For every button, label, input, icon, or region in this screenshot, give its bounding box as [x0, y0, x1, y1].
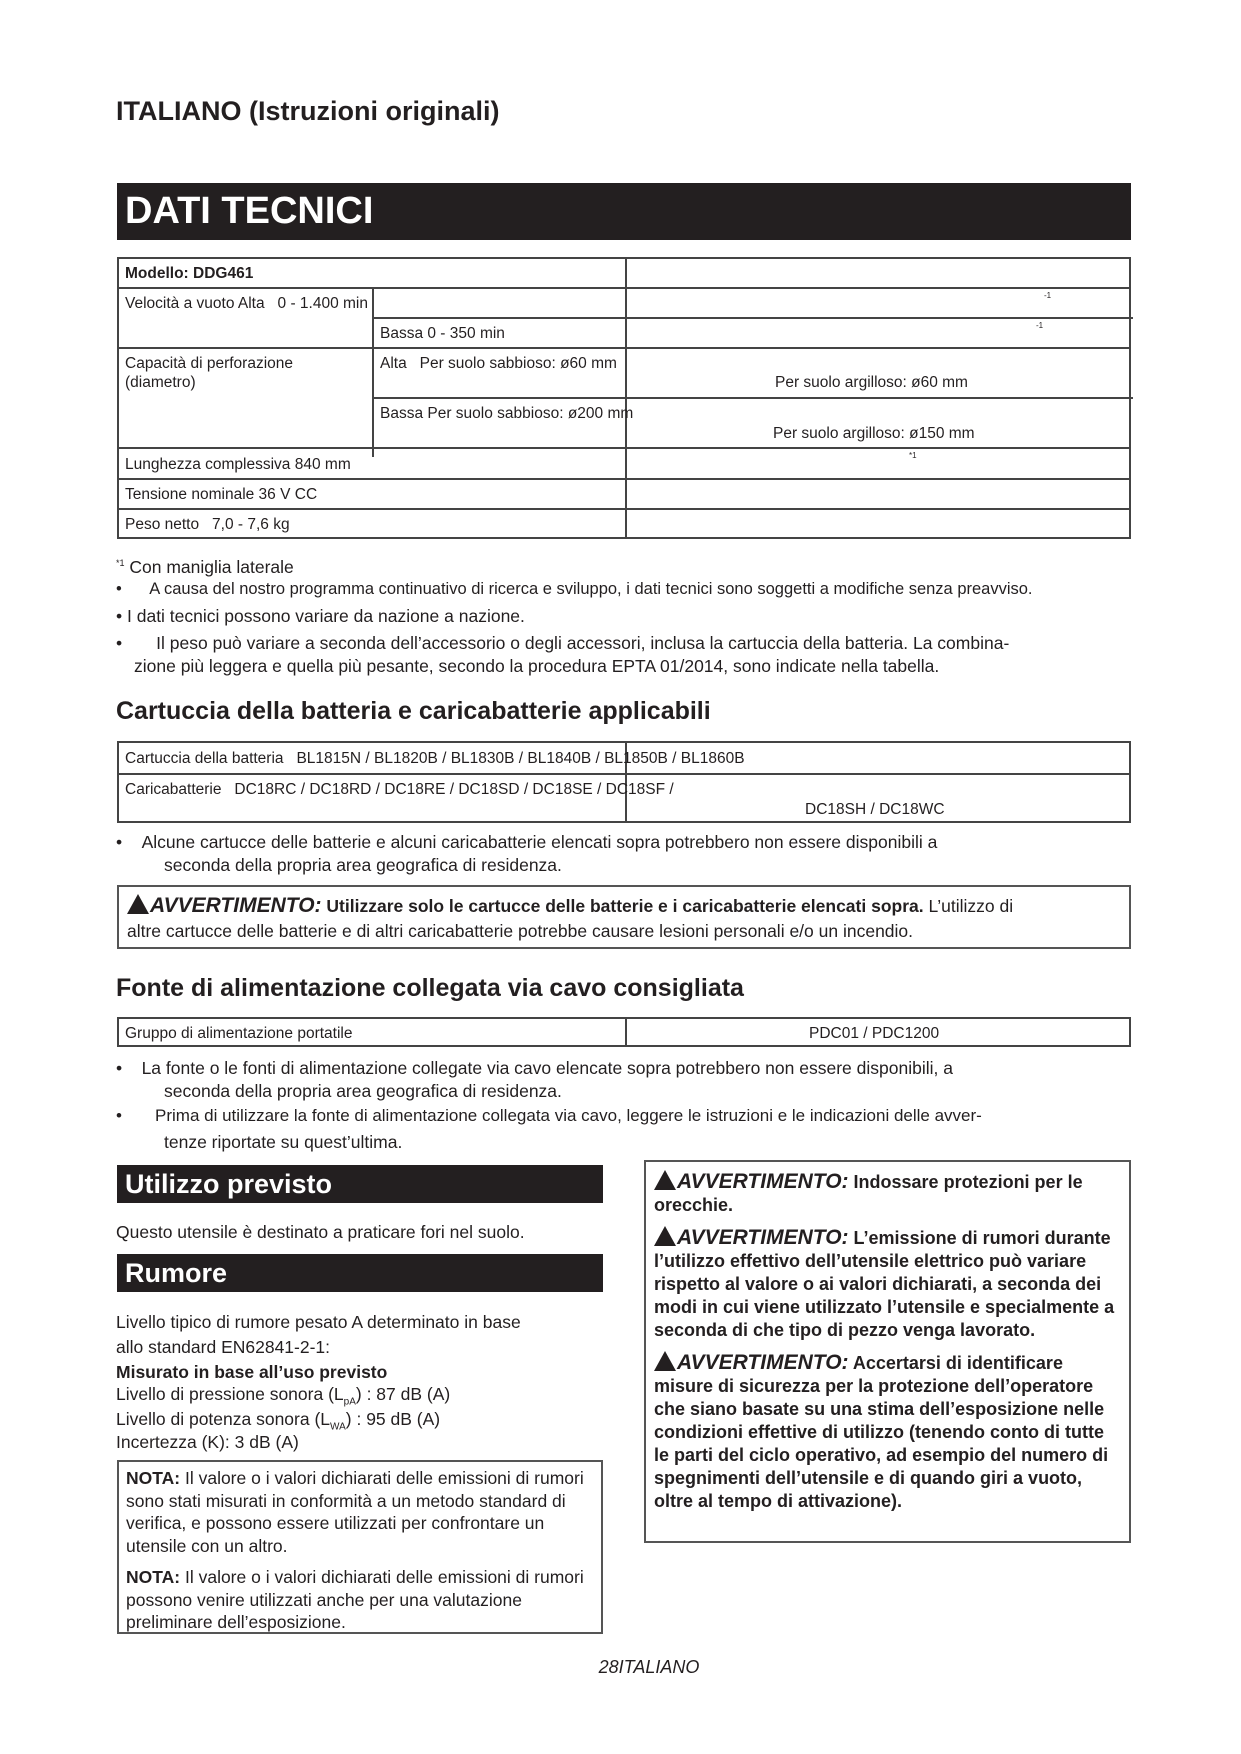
section-title-specs: DATI TECNICI — [117, 183, 1131, 240]
intended-use-text: Questo utensile è destinato a praticare fori nel suolo. — [116, 1222, 525, 1242]
sup: -1 — [1036, 321, 1044, 330]
cap-low-sand: Bassa Per suolo sabbioso: ø200 mm — [380, 405, 634, 422]
noise-warnings — [644, 1160, 1131, 1543]
capacity-sub: (diametro) — [125, 374, 196, 391]
warning: AVVERTIMENTO: Accertarsi di identificare misure di sicurezza per la protezione dell’operatore che siano basate su una stima dell’esposizione nelle condizioni effettive di utilizzo (tenendo conto di tutte le parti del ciclo operativo, ad esempio del numero di spegnimenti dell’utensile e di quando giri a vuoto, oltre al tempo di attivazione). — [654, 1351, 1109, 1511]
page-number: 28ITALIANO — [598, 1657, 700, 1677]
noise-lwa: Livello di potenza sonora $(L_{WA})$ : 95 dB (A) — [116, 1409, 441, 1433]
warning-icon — [127, 894, 149, 914]
cap-low-clay: Per suolo argilloso: ø150 mm — [773, 425, 975, 442]
battery-table — [117, 741, 1131, 823]
language-title: ITALIANO (Istruzioni originali) — [116, 96, 500, 126]
bullet: • Il peso può variare a seconda dell’accessorio o degli accessori, inclusa la cartuccia della batteria. La combina- — [116, 633, 1010, 653]
battery-row: Cartuccia della batteria BL1815N / BL1820B / BL1830B / BL1840B / BL1850B / BL1860B — [125, 750, 745, 767]
power-label: Gruppo di alimentazione portatile — [125, 1025, 353, 1042]
cap-high-sand: Alta Per suolo sabbioso: ø60 mm — [380, 355, 617, 372]
battery-heading: Cartuccia della batteria e caricabatterie applicabili — [116, 697, 711, 725]
footnote: $^{*1}$ Con maniglia laterale — [116, 556, 294, 577]
power-value: PDC01 / PDC1200 — [809, 1025, 940, 1042]
bullet: • A causa del nostro programma continuativo di ricerca e sviluppo, i dati tecnici sono soggetti a modifiche senza preavviso. — [116, 580, 1033, 598]
power-heading: Fonte di alimentazione collegata via cavo consigliata — [116, 974, 744, 1002]
note: NOTA: Il valore o i valori dichiarati delle emissioni di rumori possono venire utilizzati anche per una valutazione preliminare dell’esposizione. — [126, 1567, 584, 1632]
speed-high: Velocità a vuoto Alta 0 - 1.400 min — [125, 295, 368, 312]
warning-icon — [654, 1351, 676, 1371]
bullet-cont: zione più leggera e quella più pesante, secondo la procedura EPTA 01/2014, sono indicate nella tabella. — [134, 656, 940, 676]
model: Modello: DDG461 — [125, 265, 254, 282]
warning-icon — [654, 1170, 676, 1190]
charger-row2: DC18SH / DC18WC — [805, 801, 945, 818]
capacity-label: Capacità di perforazione — [125, 355, 294, 372]
bullet-cont: seconda della propria area geografica di residenza. — [164, 1081, 562, 1101]
length: Lunghezza complessiva 840 mm — [125, 456, 351, 473]
noise-uncertainty: Incertezza (K): 3 dB (A) — [116, 1432, 299, 1452]
power-table — [117, 1017, 1131, 1047]
speed-low: Bassa 0 - 350 min — [380, 325, 505, 342]
noise-measured: Misurato in base all’uso previsto — [116, 1362, 388, 1382]
bullet-cont: seconda della propria area geografica di residenza. — [164, 855, 562, 875]
voltage: Tensione nominale 36 V CC — [125, 486, 318, 503]
bullet: • Prima di utilizzare la fonte di alimentazione collegata via cavo, leggere le istruzioni e le indicazioni delle avver- — [116, 1106, 982, 1125]
warning: AVVERTIMENTO: L’emissione di rumori durante l’utilizzo effettivo dell’utensile elettrico può variare rispetto al valore o ai valori dichiarati, a seconda dei modi in cui viene utilizzato l’utensile e specialmente a seconda di che tipo di pezzo venga lavorato. — [654, 1226, 1115, 1340]
weight: Peso netto 7,0 - 7,6 kg — [125, 516, 290, 533]
noise-intro: Livello tipico di rumore pesato A determinato in base allo standard EN62841-2-1: — [116, 1312, 521, 1357]
noise-notes — [117, 1460, 603, 1634]
warning-icon — [654, 1226, 676, 1246]
bullet: • La fonte o le fonti di alimentazione collegate via cavo elencate sopra potrebbero non essere disponibili, a — [116, 1058, 953, 1078]
note: NOTA: Il valore o i valori dichiarati delle emissioni di rumori sono stati misurati in conformità a un metodo standard di verifica, e possono essere utilizzati per confrontare un utensile con un altro. — [126, 1468, 584, 1556]
bullet: • Alcune cartucce delle batterie e alcuni caricabatterie elencati sopra potrebbero non essere disponibili a — [116, 832, 938, 852]
sup: *1 — [909, 451, 917, 460]
bullet-cont: tenze riportate su quest’ultima. — [164, 1132, 403, 1152]
charger-row: Caricabatterie DC18RC / DC18RD / DC18RE / DC18SD / DC18SE / DC18SF / — [125, 781, 674, 798]
noise-heading: Rumore — [117, 1254, 603, 1292]
bullet: • I dati tecnici possono variare da nazione a nazione. — [116, 606, 525, 626]
warning: AVVERTIMENTO: Indossare protezioni per le orecchie. — [654, 1170, 1083, 1215]
cap-high-clay: Per suolo argilloso: ø60 mm — [775, 374, 968, 391]
noise-lpa: Livello di pressione sonora $(L_{pA})$ : 87 dB (A) — [116, 1384, 451, 1408]
battery-warning: AVVERTIMENTO: Utilizzare solo le cartucce delle batterie e i caricabatterie elencati sopra. L’utilizzo di altre cartucce delle batterie e di altri caricabatterie potrebbe causare lesioni personali e/o un incendio. — [117, 885, 1131, 949]
intended-use-heading: Utilizzo previsto — [117, 1165, 603, 1203]
sup: -1 — [1044, 291, 1052, 300]
specs-table — [117, 257, 1131, 539]
